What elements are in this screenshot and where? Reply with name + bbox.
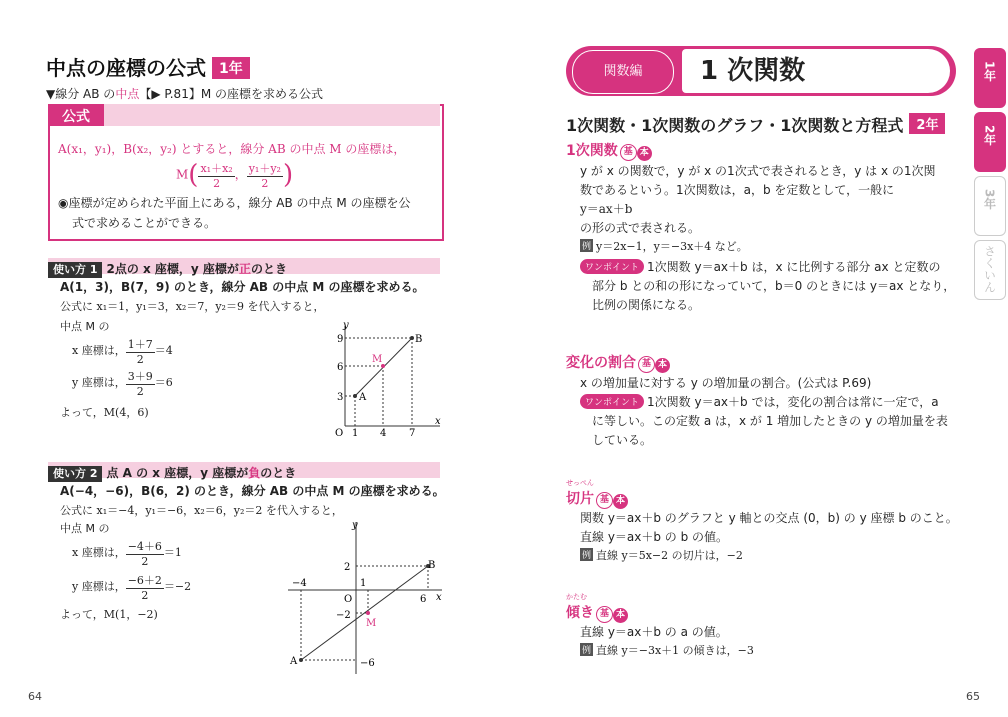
- example-text: 直線 y＝−3x＋1 の傾きは，−3: [596, 644, 754, 657]
- page-title: [46, 52, 250, 81]
- sec2-onepoint-l2: に等しい。この定数 a は，x が 1 増加したときの y の増加量を表: [592, 414, 948, 428]
- title-text: 中点の座標の公式: [46, 56, 206, 80]
- term-title: 1次関数: [566, 143, 618, 159]
- usage1-line2: 中点 M の: [60, 320, 110, 333]
- side-tab-label: 3年: [982, 189, 997, 210]
- formula-fraction-x: [198, 160, 234, 190]
- basic-badge-2: 本: [637, 146, 652, 161]
- onepoint-l1: 1次関数 y＝ax＋b は，x に比例する部分 ax と定数の: [647, 260, 941, 274]
- sec1-formula: y＝ax＋b: [580, 202, 633, 216]
- usage2-title: [106, 466, 296, 480]
- usage1-title-hl: 正: [238, 262, 251, 276]
- subtitle-post: M の座標を求める公式: [200, 87, 323, 101]
- subtitle-pre: ▼線分 AB の: [46, 87, 116, 101]
- u2-xres: ＝1: [163, 546, 182, 559]
- usage2-title-pre: 点 A の x 座標，y 座標が: [106, 466, 249, 480]
- point-b: [410, 336, 414, 340]
- page-reference-link[interactable]: 【▶ P.81】: [139, 87, 201, 101]
- xtick-6: 6: [420, 594, 427, 605]
- term-intercept: [566, 488, 628, 509]
- example-tag: 例: [580, 548, 593, 561]
- usage2-question: A(−4，−6)，B(6，2) のとき，線分 AB の中点 M の座標を求める。: [60, 484, 445, 498]
- side-tab-label: 1年: [982, 61, 997, 82]
- point-a: [299, 658, 303, 662]
- onepoint-tag: ワンポイント: [580, 394, 644, 409]
- section-heading: [566, 113, 945, 136]
- u1-xres: ＝4: [154, 344, 173, 357]
- usage2-line1: 公式に x₁＝−4，y₁＝−6，x₂＝6，y₂＝2 を代入すると，: [60, 504, 343, 517]
- u2-xlabel: x 座標は，: [72, 546, 126, 559]
- formula-expression: M( $\frac{\text{x₁＋x₂}}{2}$ ， $\frac{\text{y₁＋y₂}}{2}$ ): [176, 160, 294, 190]
- u1-xlabel: x 座標は，: [72, 344, 126, 357]
- label-m: M: [366, 618, 377, 629]
- u2-xnum: −4＋6: [127, 540, 162, 553]
- basic-badge-2: 本: [613, 608, 628, 623]
- usage1-header: [48, 258, 440, 274]
- basic-badge-2: 本: [613, 494, 628, 509]
- basic-badge: 基: [638, 356, 655, 373]
- xtick-4: 4: [380, 428, 387, 439]
- sec1-onepoint-l3: 比例の関係になる。: [592, 298, 701, 312]
- basic-badge: 基: [620, 144, 637, 161]
- ytick-minus2: −2: [336, 610, 351, 621]
- subtitle-highlight: 中点: [115, 87, 140, 101]
- page-number-left: 64: [28, 690, 42, 703]
- example-tag: 例: [580, 643, 593, 656]
- side-tab-grade1[interactable]: [974, 48, 1006, 108]
- banner-category: 関数編: [572, 50, 674, 94]
- u1-ynum: 3＋9: [127, 370, 153, 383]
- term-title: 切片: [566, 491, 594, 507]
- usage2-x-calc: [72, 538, 182, 568]
- label-b: B: [428, 560, 436, 571]
- onepoint-l1: 1次関数 y＝ax＋b では，変化の割合は常に一定で，a: [647, 395, 939, 409]
- usage1-y-calc: [72, 368, 173, 398]
- u1-yden: 2: [136, 385, 144, 398]
- example-tag: 例: [580, 239, 593, 252]
- term-linear-function: [566, 140, 652, 161]
- formula-fraction-y: [247, 160, 283, 190]
- point-a: [353, 394, 357, 398]
- label-m: M: [372, 354, 383, 365]
- ytick-3: 3: [337, 392, 344, 403]
- x-axis-label: x: [436, 592, 442, 603]
- basic-badge-2: 本: [655, 358, 670, 373]
- u2-xfrac: [126, 538, 164, 568]
- fy-num: y₁＋y₂: [248, 162, 281, 175]
- u1-xden: 2: [136, 353, 144, 366]
- origin-label: O: [344, 594, 353, 605]
- xtick-1: 1: [360, 578, 367, 589]
- example-text: y＝2x−1，y＝−3x＋4 など。: [596, 240, 748, 253]
- usage2-line2: 中点 M の: [60, 522, 110, 535]
- banner-title: 1 次関数: [682, 49, 950, 93]
- usage2-title-post: のとき: [260, 466, 297, 480]
- usage1-question: A(1，3)，B(7，9) のとき，線分 AB の中点 M の座標を求める。: [60, 280, 425, 294]
- sec3-example: [580, 547, 743, 563]
- usage2-answer: よって，M(1，−2): [60, 608, 158, 621]
- page-number-right: 65: [966, 690, 980, 703]
- grade-badge: 1年: [212, 57, 250, 79]
- usage1-x-calc: [72, 336, 173, 366]
- usage1-answer: よって，M(4，6): [60, 406, 149, 419]
- side-tab-grade3[interactable]: [974, 176, 1006, 236]
- sec1-line3: の形の式で表される。: [580, 221, 701, 235]
- sec4-ruby: かたむ: [566, 593, 587, 601]
- sec1-line2: 数であるという。1次関数は，a，b を定数として，一般に: [580, 183, 895, 197]
- u2-ynum: −6＋2: [127, 574, 162, 587]
- formula-label: 公式: [48, 104, 104, 126]
- label-a: A: [359, 392, 367, 403]
- grade-badge: 2年: [909, 113, 945, 134]
- ytick-6: 6: [337, 362, 344, 373]
- side-tab-index[interactable]: [974, 240, 1006, 300]
- usage1-title: [106, 262, 286, 276]
- y-axis-label: y: [352, 520, 358, 531]
- u2-yres: ＝−2: [163, 580, 192, 593]
- u1-xnum: 1＋7: [127, 338, 153, 351]
- graph-2: [286, 518, 446, 678]
- fx-den: 2: [213, 177, 221, 190]
- sec1-line1: y が x の関数で，y が x の1次式で表されるとき，y は x の1次関: [580, 164, 936, 178]
- sec3-ruby: せっぺん: [566, 479, 594, 487]
- chapter-banner: [566, 46, 956, 96]
- point-m: [366, 611, 370, 615]
- formula-note-2: 式で求めることができる。: [72, 216, 217, 230]
- subtitle: [46, 85, 323, 102]
- usage1-tag: 使い方 1: [48, 262, 102, 278]
- graph-1: [325, 318, 445, 440]
- sec1-onepoint-l2: 部分 b との和の形になっていて，b＝0 のときには y＝ax となり，: [592, 279, 956, 293]
- sec3-line2: 直線 y＝ax＋b の b の値。: [580, 530, 729, 544]
- sec1-onepoint: [580, 258, 940, 275]
- u2-yfrac: [126, 572, 164, 602]
- label-a: A: [290, 656, 298, 667]
- ytick-2: 2: [344, 562, 351, 573]
- formula-line1: A(x₁，y₁)，B(x₂，y₂) とすると，線分 AB の中点 M の座標は，: [58, 142, 406, 156]
- formula-m: M: [176, 167, 189, 182]
- label-b: B: [415, 334, 423, 345]
- xtick-7: 7: [409, 428, 416, 439]
- u2-yden: 2: [141, 589, 149, 602]
- ytick-minus6: −6: [360, 658, 375, 669]
- ytick-9: 9: [337, 334, 344, 345]
- y-axis-label: y: [343, 320, 349, 331]
- usage2-title-hl: 負: [248, 466, 261, 480]
- usage2-header: [48, 462, 440, 478]
- onepoint-tag: ワンポイント: [580, 259, 644, 274]
- u1-yfrac: [126, 368, 155, 398]
- usage1-title-pre: 2点の x 座標，y 座標が: [106, 262, 239, 276]
- xtick-minus4: −4: [292, 578, 307, 589]
- sec3-line1: 関数 y＝ax＋b のグラフと y 軸との交点 (0，b) の y 座標 b のこと。: [580, 511, 958, 525]
- example-text: 直線 y＝5x−2 の切片は，−2: [596, 549, 743, 562]
- term-title: 変化の割合: [566, 355, 636, 371]
- basic-badge: 基: [596, 606, 613, 623]
- basic-badge: 基: [596, 492, 613, 509]
- formula-note-1: ◉座標が定められた平面上にある，線分 AB の中点 M の座標を公: [58, 196, 411, 210]
- term-title: 傾き: [566, 605, 594, 621]
- usage1-title-post: のとき: [250, 262, 287, 276]
- sec2-onepoint: [580, 393, 939, 410]
- u2-xden: 2: [141, 555, 149, 568]
- u1-ylabel: y 座標は，: [72, 376, 126, 389]
- sec4-line1: 直線 y＝ax＋b の a の値。: [580, 625, 728, 639]
- side-tab-label: 2年: [982, 125, 997, 146]
- x-axis-label: x: [435, 416, 441, 427]
- sec4-example: [580, 642, 754, 658]
- side-tab-label: さくいん: [982, 245, 997, 293]
- sec1-example: [580, 238, 748, 254]
- origin-label: O: [335, 428, 344, 439]
- u1-xfrac: [126, 336, 155, 366]
- term-rate-of-change: [566, 352, 670, 373]
- usage2-y-calc: [72, 572, 191, 602]
- usage2-tag: 使い方 2: [48, 466, 102, 482]
- u2-ylabel: y 座標は，: [72, 580, 126, 593]
- fx-num: x₁＋x₂: [200, 162, 233, 175]
- sec2-line1: x の増加量に対する y の増加量の割合。(公式は P.69): [580, 376, 872, 390]
- heading-text: 1次関数・1次関数のグラフ・1次関数と方程式: [566, 116, 904, 135]
- usage1-line1: 公式に x₁＝1，y₁＝3，x₂＝7，y₂＝9 を代入すると，: [60, 300, 325, 313]
- sec2-onepoint-l3: している。: [592, 433, 653, 447]
- term-slope: [566, 602, 628, 623]
- fy-den: 2: [261, 177, 269, 190]
- side-tab-grade2[interactable]: [974, 112, 1006, 172]
- u1-yres: ＝6: [154, 376, 173, 389]
- xtick-1: 1: [352, 428, 359, 439]
- formula-header: [48, 104, 440, 126]
